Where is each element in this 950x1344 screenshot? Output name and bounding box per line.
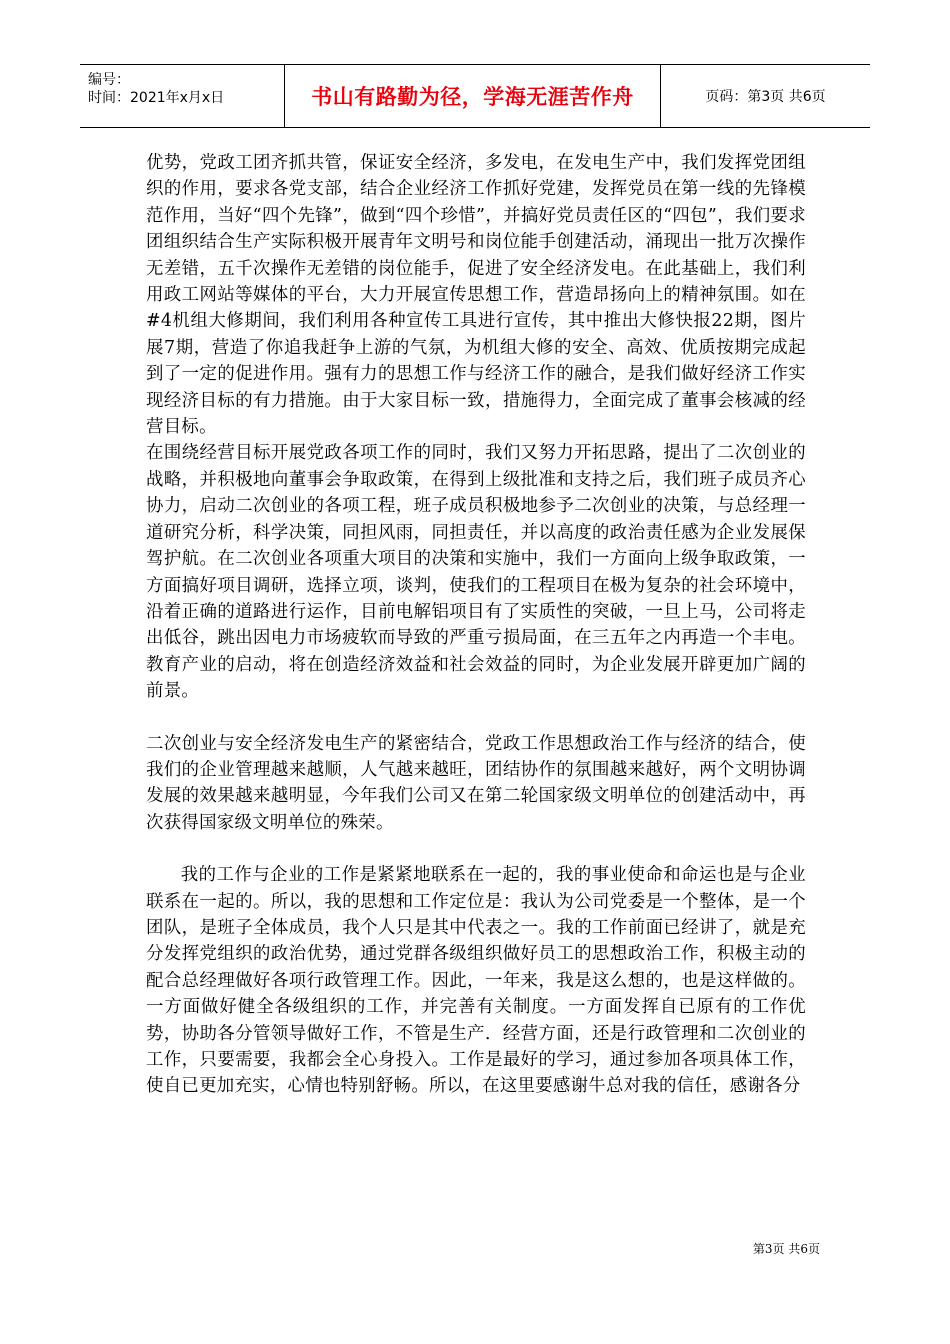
paragraph-spacer — [146, 705, 806, 731]
page-footer: 第3页 共6页 — [752, 1242, 820, 1256]
document-body — [146, 150, 806, 1100]
header-meta — [88, 71, 284, 107]
document-time-label: 时间：2021年x月x日 — [88, 90, 225, 106]
body-paragraph: 二次创业与安全经济发电生产的紧密结合，党政工作思想政治工作与经济的结合，使我们的企业管理越来越顺，人气越来越旺，团结协作的氛围越来越好，两个文明协调发展的效果越来越明显，今年我们公司又在第二轮国家级文明单位的创建活动中，再次获得国家级文明单位的殊荣。 — [146, 733, 806, 833]
header-page-info: 页码：第3页 共6页 — [705, 89, 826, 105]
page-header — [80, 64, 870, 128]
document-number-label: 编号： — [88, 72, 130, 88]
paragraph-spacer — [146, 836, 806, 862]
body-paragraph: 在围绕经营目标开展党政各项工作的同时，我们又努力开拓思路，提出了二次创业的战略，并积极地向董事会争取政策，在得到上级批准和支持之后，我们班子成员齐心协力，启动二次创业的各项工程，班子成员积极地参予二次创业的决策，与总经理一道研究分析，科学决策，同担风雨，同担责任，并以高度的政治责任感为企业发展保驾护航。在二次创业各项重大项目的决策和实施中，我们一方面向上级争取政策，一方面搞好项目调研，选择立项，谈判，使我们的工程项目在极为复杂的社会环境中，沿着正确的道路进行运作，目前电解铝项目有了实质性的突破，一旦上马，公司将走出低谷，跳出因电力市场疲软而导致的严重亏损局面，在三五年之内再造一个丰电。教育产业的启动，将在创造经济效益和社会效益的同时，为企业发展开辟更加广阔的前景。 — [146, 443, 806, 702]
header-motto: 书山有路勤为径，学海无涯苦作舟 — [311, 85, 634, 109]
body-paragraph: 我的工作与企业的工作是紧紧地联系在一起的，我的事业使命和命运也是与企业联系在一起的。所以，我的思想和工作定位是：我认为公司党委是一个整体，是一个团队，是班子全体成员，我个人只是其中代表之一。我的工作前面已经讲了，就是充分发挥党组织的政治优势，通过党群各级组织做好员工的思想政治工作，积极主动的配合总经理做好各项行政管理工作。因此，一年来，我是这么想的，也是这样做的。一方面做好健全各级组织的工作，并完善有关制度。一方面发挥自已原有的工作优势，协助各分管领导做好工作，不管是生产．经营方面，还是行政管理和二次创业的工作，只要需要，我都会全心身投入。工作是最好的学习，通过参加各项具体工作，使自已更加充实，心情也特别舒畅。所以，在这里要感谢牛总对我的信任，感谢各分 — [146, 865, 806, 1097]
body-paragraph: 优势，党政工团齐抓共管，保证安全经济，多发电，在发电生产中，我们发挥党团组织的作用，要求各党支部，结合企业经济工作抓好党建，发挥党员在第一线的先锋模范作用，当好“四个先锋”，做到“四个珍惜”，并搞好党员责任区的“四包”，我们要求团组织结合生产实际积极开展青年文明号和岗位能手创建活动，涌现出一批万次操作无差错，五千次操作无差错的岗位能手，促进了安全经济发电。在此基础上，我们利用政工网站等媒体的平台，大力开展宣传思想工作，营造昂扬向上的精神氛围。如在#4机组大修期间，我们利用各种宣传工具进行宣传，其中推出大修快报22期，图片展7期，营造了你追我赶争上游的气氛，为机组大修的安全、高效、优质按期完成起到了一定的促进作用。强有力的思想工作与经济工作的融合，是我们做好经济工作实现经济目标的有力措施。由于大家目标一致，措施得力，全面完成了董事会核减的经营目标。 — [146, 153, 806, 438]
